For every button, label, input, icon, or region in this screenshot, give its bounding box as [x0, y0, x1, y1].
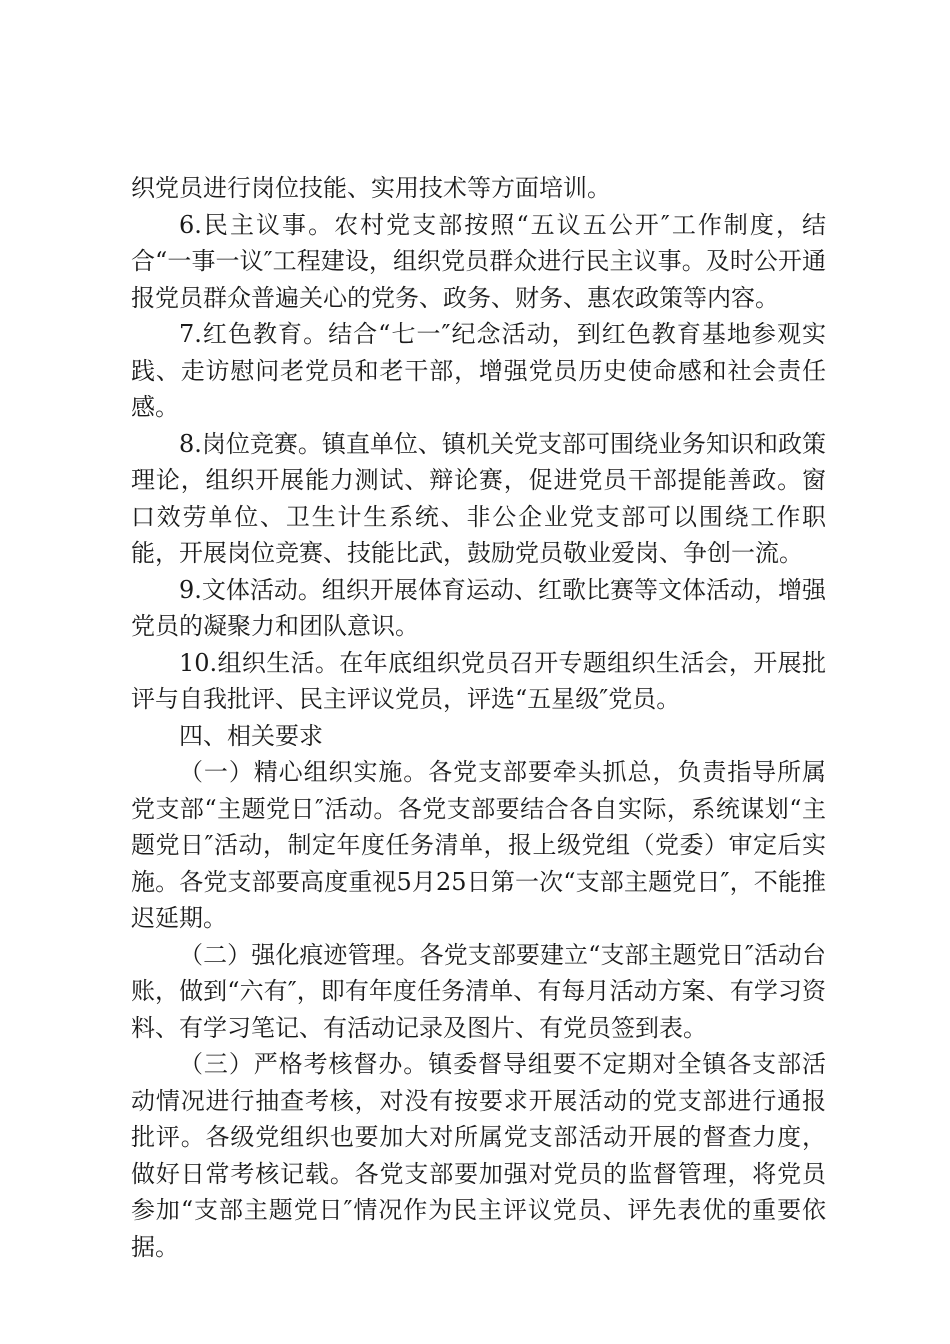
- section-heading-requirements: 四、相关要求: [179, 721, 323, 750]
- paragraph-democratic-deliberation: 6.民主议事。农村党支部按照“五议五公开″工作制度，结合“一事一议″工程建设，组织党员群众进行民主议事。及时公开通报党员群众普遍关心的党务、政务、财务、惠农政策等内容。: [131, 210, 826, 312]
- paragraph-organization-life: 10.组织生活。在年底组织党员召开专题组织生活会，开展批评与自我批评、民主评议党员，评选“五星级″党员。: [131, 648, 826, 713]
- paragraph-red-education: 7.红色教育。结合“七一″纪念活动，到红色教育基地参观实践、走访慰问老党员和老干部，增强党员历史使命感和社会责任感。: [131, 320, 826, 421]
- paragraph-job-competition: 8.岗位竞赛。镇直单位、镇机关党支部可围绕业务知识和政策理论，组织开展能力测试、辩论赛，促进党员干部提能善政。窗口效劳单位、卫生计生系统、非公企业党支部可以围绕工作职能，开展岗位竞赛、技能比武，鼓励党员敬业爱岗、争创一流。: [131, 429, 826, 567]
- paragraph-cultural-sports: 9.文体活动。组织开展体育运动、红歌比赛等文体活动，增强党员的凝聚力和团队意识。: [131, 575, 826, 640]
- paragraph-organize-implementation: （一）精心组织实施。各党支部要牵头抓总，负责指导所属党支部“主题党日″活动。各党支部要结合各自实际，系统谋划“主题党日″活动，制定年度任务清单，报上级党组（党委）审定后实施。各党支部要高度重视5月25日第一次“支部主题党日″，不能推迟延期。: [131, 758, 826, 932]
- paragraph-assessment-supervision: （三）严格考核督办。镇委督导组要不定期对全镇各支部活动情况进行抽查考核，对没有按要求开展活动的党支部进行通报批评。各级党组织也要加大对所属党支部活动开展的督查力度，做好日常考核记载。各党支部要加强对党员的监督管理，将党员参加“支部主题党日″情况作为民主评议党员、评先表优的重要依据。: [131, 1050, 826, 1261]
- paragraph-training-continued: 织党员进行岗位技能、实用技术等方面培训。: [131, 174, 611, 202]
- document-body: [131, 170, 826, 1265]
- paragraph-trace-management: （二）强化痕迹管理。各党支部要建立“支部主题党日″活动台账，做到“六有″，即有年度任务清单、有每月活动方案、有学习资料、有学习笔记、有活动记录及图片、有党员签到表。: [131, 940, 826, 1042]
